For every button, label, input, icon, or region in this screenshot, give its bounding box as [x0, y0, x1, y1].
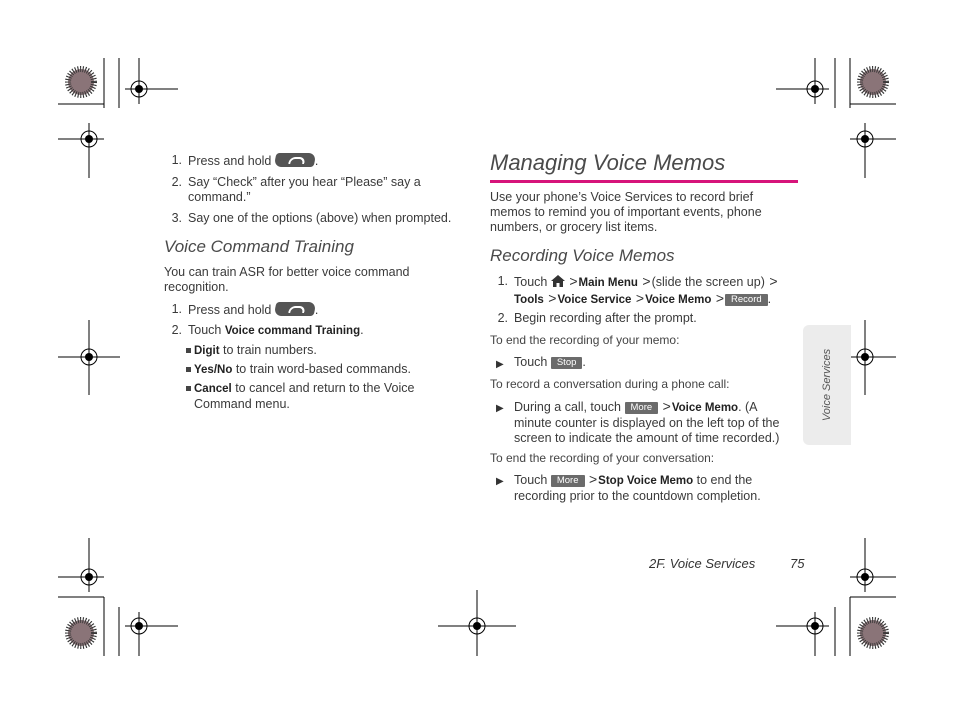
title-rule: [490, 180, 798, 183]
bullet-yes-no: Yes/No to train word-based commands.: [186, 362, 411, 378]
training-intro: You can train ASR for better voice command recognition.: [164, 265, 410, 294]
record-button[interactable]: Record: [725, 294, 768, 306]
talk-key-icon: [273, 153, 316, 167]
bullet-cancel: Cancel to cancel and return to the Voice Command menu.: [186, 381, 414, 412]
record-call-step: During a call, touch More >Voice Memo. (A minute counter is displayed on the left top of the screen to indicate the amount of time recorded.): [514, 398, 780, 445]
stop-button[interactable]: Stop: [551, 357, 583, 369]
intro-paragraph: Use your phone’s Voice Services to record brief memos to remind you of important events, phone numbers, or grocery list items.: [490, 190, 762, 234]
step-number: 2.: [171, 323, 182, 337]
more-button[interactable]: More: [551, 475, 585, 487]
footer-section: 2F. Voice Services: [649, 556, 756, 571]
step-touch-home: Touch >Main Menu >(slide the screen up) > Tools >Voice Service >Voice Memo > Record .: [514, 273, 778, 306]
step-press-hold: Press and hold .: [188, 154, 319, 168]
end-conversation-label: To end the recording of your conversation:: [490, 451, 715, 465]
square-bullet-icon: [186, 348, 191, 353]
page-number: 75: [790, 556, 805, 571]
bullet-digit: Digit to train numbers.: [186, 343, 317, 359]
more-button[interactable]: More: [625, 402, 659, 414]
step-number: 3.: [171, 211, 182, 225]
step-press-hold-2: Press and hold .: [188, 303, 319, 317]
step-say-check: Say “Check” after you hear “Please” say a command.”: [188, 175, 421, 204]
step-number: 2.: [497, 311, 508, 325]
section-heading-training: Voice Command Training: [164, 237, 354, 256]
talk-key-icon: [273, 302, 316, 316]
triangle-bullet-icon: ▶: [496, 476, 504, 487]
section-side-tab: Voice Services: [803, 325, 851, 445]
end-memo-label: To end the recording of your memo:: [490, 333, 680, 347]
end-conversation-step: Touch More >Stop Voice Memo to end the recording prior to the countdown completion.: [514, 471, 761, 503]
triangle-bullet-icon: ▶: [496, 403, 504, 414]
square-bullet-icon: [186, 367, 191, 372]
step-number: 2.: [171, 175, 182, 189]
step-number: 1.: [171, 302, 182, 316]
end-memo-step: Touch Stop .: [514, 355, 586, 369]
section-heading-recording: Recording Voice Memos: [490, 246, 675, 265]
square-bullet-icon: [186, 386, 191, 391]
step-touch-training: Touch Voice command Training.: [188, 323, 364, 337]
step-begin-recording: Begin recording after the prompt.: [514, 311, 697, 325]
page-title: Managing Voice Memos: [490, 150, 726, 175]
step-say-option: Say one of the options (above) when prompted.: [188, 211, 452, 225]
step-number: 1.: [171, 153, 182, 167]
triangle-bullet-icon: ▶: [496, 359, 504, 370]
step-number: 1.: [497, 274, 508, 288]
record-call-label: To record a conversation during a phone call:: [490, 377, 730, 391]
home-icon: [551, 275, 565, 287]
